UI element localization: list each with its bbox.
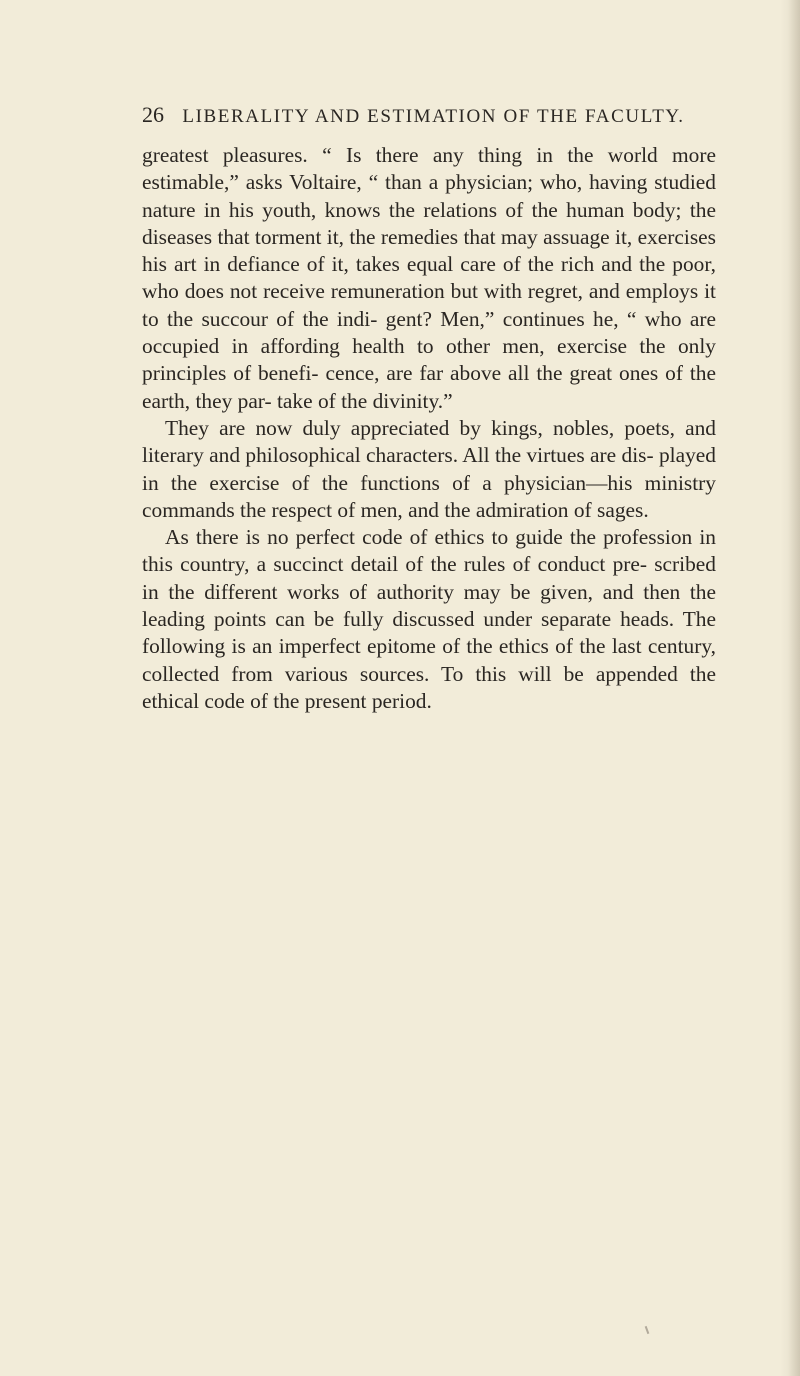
- paragraph: As there is no perfect code of ethics to guide the profession in this country, a succinct detail of the rules of conduct pre- scribed in the different works of authority may be given, and then the leading points can be fully discussed under separate heads. The following is an imperfect epitome of the ethics of the last century, collected from various sources. To this will be appended the ethical code of the present period.: [142, 525, 716, 713]
- running-head: [142, 102, 722, 128]
- paper-mark: [645, 1326, 650, 1334]
- paragraph: They are now duly appreciated by kings, nobles, poets, and literary and philosophical characters. All the virtues are dis- played in the exercise of the functions of a physician—his ministry commands the respect of men, and the admiration of sages.: [142, 415, 716, 522]
- running-title: LIBERALITY AND ESTIMATION OF THE FACULTY.: [182, 106, 685, 127]
- paragraph-continued: greatest pleasures. “ Is there any thing in the world more estimable,” asks Voltaire, “ than a physician; who, having studied nature in his youth, knows the relations of the human body; the diseases that torment it, the remedies that may assuage it, exercises his art in defiance of it, takes equal care of the rich and the poor, who does not receive remuneration but with regret, and employs it to the succour of the indi- gent? Men,” continues he, “ who are occupied in affording health to other men, exercise the only principles of benefi- cence, are far above all the great ones of the earth, they par- take of the divinity.”: [142, 143, 716, 413]
- body-text: [142, 142, 716, 715]
- page-number: 26: [142, 102, 164, 127]
- page-edge-shadow: [788, 0, 800, 1376]
